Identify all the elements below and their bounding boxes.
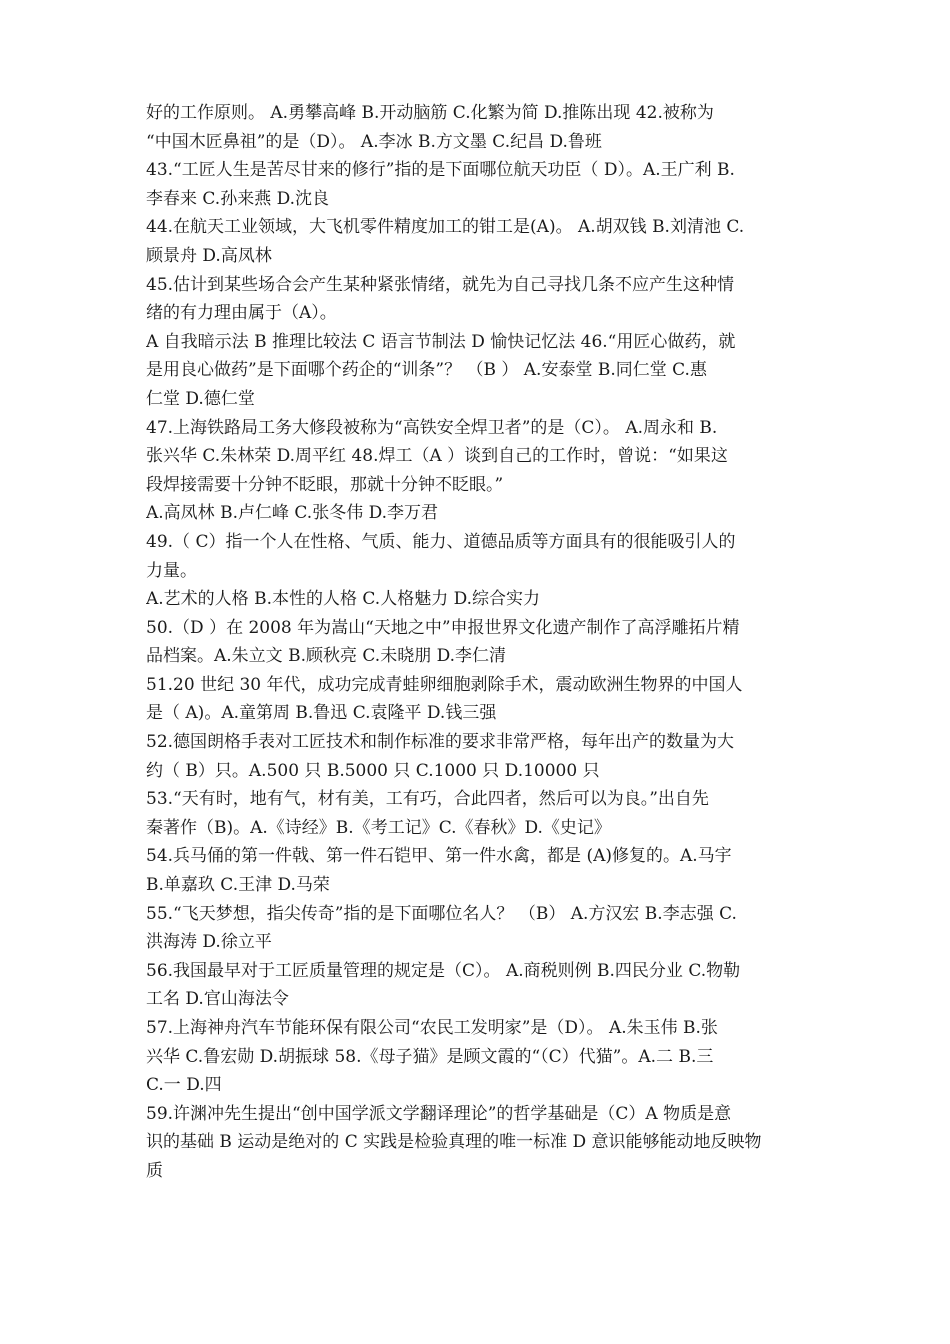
text-line: 工名 D.官山海法令 xyxy=(146,989,289,1010)
text-line: 顾景舟 D.高凤林 xyxy=(146,245,272,266)
text-line: “中国木匠鼻祖”的是（D）。 A.李冰 B.方文墨 C.纪昌 D.鲁班 xyxy=(146,131,602,152)
text-line: 力量。 xyxy=(146,560,197,581)
text-line: 张兴华 C.朱林荣 D.周平红 48.焊工（A ）谈到自己的工作时，曾说：“如果这 xyxy=(146,446,728,467)
text-line: 李春来 C.孙来燕 D.沈良 xyxy=(146,188,330,209)
text-line: A 自我暗示法 B 推理比较法 C 语言节制法 D 愉快记忆法 46.“用匠心做药，就 xyxy=(146,331,736,352)
text-line: 质 xyxy=(146,1160,163,1181)
text-line: 50.（D ）在 2008 年为嵩山“天地之中”申报世界文化遗产制作了高浮雕拓片精 xyxy=(146,617,740,638)
text-line: A.高凤林 B.卢仁峰 C.张冬伟 D.李万君 xyxy=(146,503,439,524)
text-line: 秦著作（B)。A.《诗经》B.《考工记》C.《春秋》D.《史记》 xyxy=(146,817,611,838)
text-line: 段焊接需要十分钟不眨眼，那就十分钟不眨眼。” xyxy=(146,474,504,495)
text-line: 是（ A)。A.童第周 B.鲁迅 C.袁隆平 D.钱三强 xyxy=(146,703,497,724)
text-line: 56.我国最早对于工匠质量管理的规定是（C）。 A.商税则例 B.四民分业 C.物勒 xyxy=(146,960,741,981)
text-line: 绪的有力理由属于（A）。 xyxy=(146,303,337,324)
text-line: 品档案。A.朱立文 B.顾秋亮 C.未晓朋 D.李仁清 xyxy=(146,646,507,667)
text-line: 54.兵马俑的第一件戟、第一件石铠甲、第一件水禽，都是 (A)修复的。A.马宇 xyxy=(146,846,732,867)
text-line: 57.上海神舟汽车节能环保有限公司“农民工发明家”是（D）。 A.朱玉伟 B.张 xyxy=(146,1018,718,1038)
text-line: 是用良心做药”是下面哪个药企的“训条”？ （B ） A.安泰堂 B.同仁堂 C.惠 xyxy=(146,360,707,381)
text-line: 43.“工匠人生是苦尽甘来的修行”指的是下面哪位航天功臣（ D）。A.王广利 B. xyxy=(146,160,735,181)
text-line: B.单嘉玖 C.王津 D.马荣 xyxy=(146,875,330,896)
text-line: 仁堂 D.德仁堂 xyxy=(146,388,255,409)
text-line: 好的工作原则。 A.勇攀高峰 B.开动脑筋 C.化繁为简 D.推陈出现 42.被称为 xyxy=(146,103,714,123)
text-line: 识的基础 B 运动是绝对的 C 实践是检验真理的唯一标准 D 意识能够能动地反映物 xyxy=(146,1132,762,1153)
text-line: 约（ B）只。A.500 只 B.5000 只 C.1000 只 D.10000 只 xyxy=(146,760,600,781)
text-line: 59.许渊冲先生提出“创中国学派文学翻译理论”的哲学基础是（C）A 物质是意 xyxy=(146,1103,732,1124)
text-line: C.一 D.四 xyxy=(146,1075,222,1096)
text-line: 45.估计到某些场合会产生某种紧张情绪，就先为自己寻找几条不应产生这种情 xyxy=(146,274,735,295)
question-text-block xyxy=(146,99,826,1186)
text-line: 49.（ C）指一个人在性格、气质、能力、道德品质等方面具有的很能吸引人的 xyxy=(146,531,736,552)
text-line: 53.“天有时，地有气，材有美，工有巧，合此四者，然后可以为良。”出自先 xyxy=(146,789,709,810)
text-line: 44.在航天工业领域，大飞机零件精度加工的钳工是(A)。 A.胡双钱 B.刘清池 C. xyxy=(146,217,745,238)
text-line: 兴华 C.鲁宏勋 D.胡振球 58.《母子猫》是顾文霞的“（C）代猫”。A.二 B.三 xyxy=(146,1046,714,1067)
text-line: 47.上海铁路局工务大修段被称为“高铁安全焊卫者”的是（C）。 A.周永和 B. xyxy=(146,417,718,438)
text-line: 52.德国朗格手表对工匠技术和制作标准的要求非常严格，每年出产的数量为大 xyxy=(146,732,735,753)
text-line: 55.“飞天梦想，指尖传奇”指的是下面哪位名人？ （B） A.方汉宏 B.李志强 C. xyxy=(146,903,737,924)
text-line: 洪海涛 D.徐立平 xyxy=(146,932,272,953)
text-line: 51.20 世纪 30 年代，成功完成青蛙卵细胞剥除手术，震动欧洲生物界的中国人 xyxy=(146,674,743,695)
text-line: A.艺术的人格 B.本性的人格 C.人格魅力 D.综合实力 xyxy=(146,589,541,610)
